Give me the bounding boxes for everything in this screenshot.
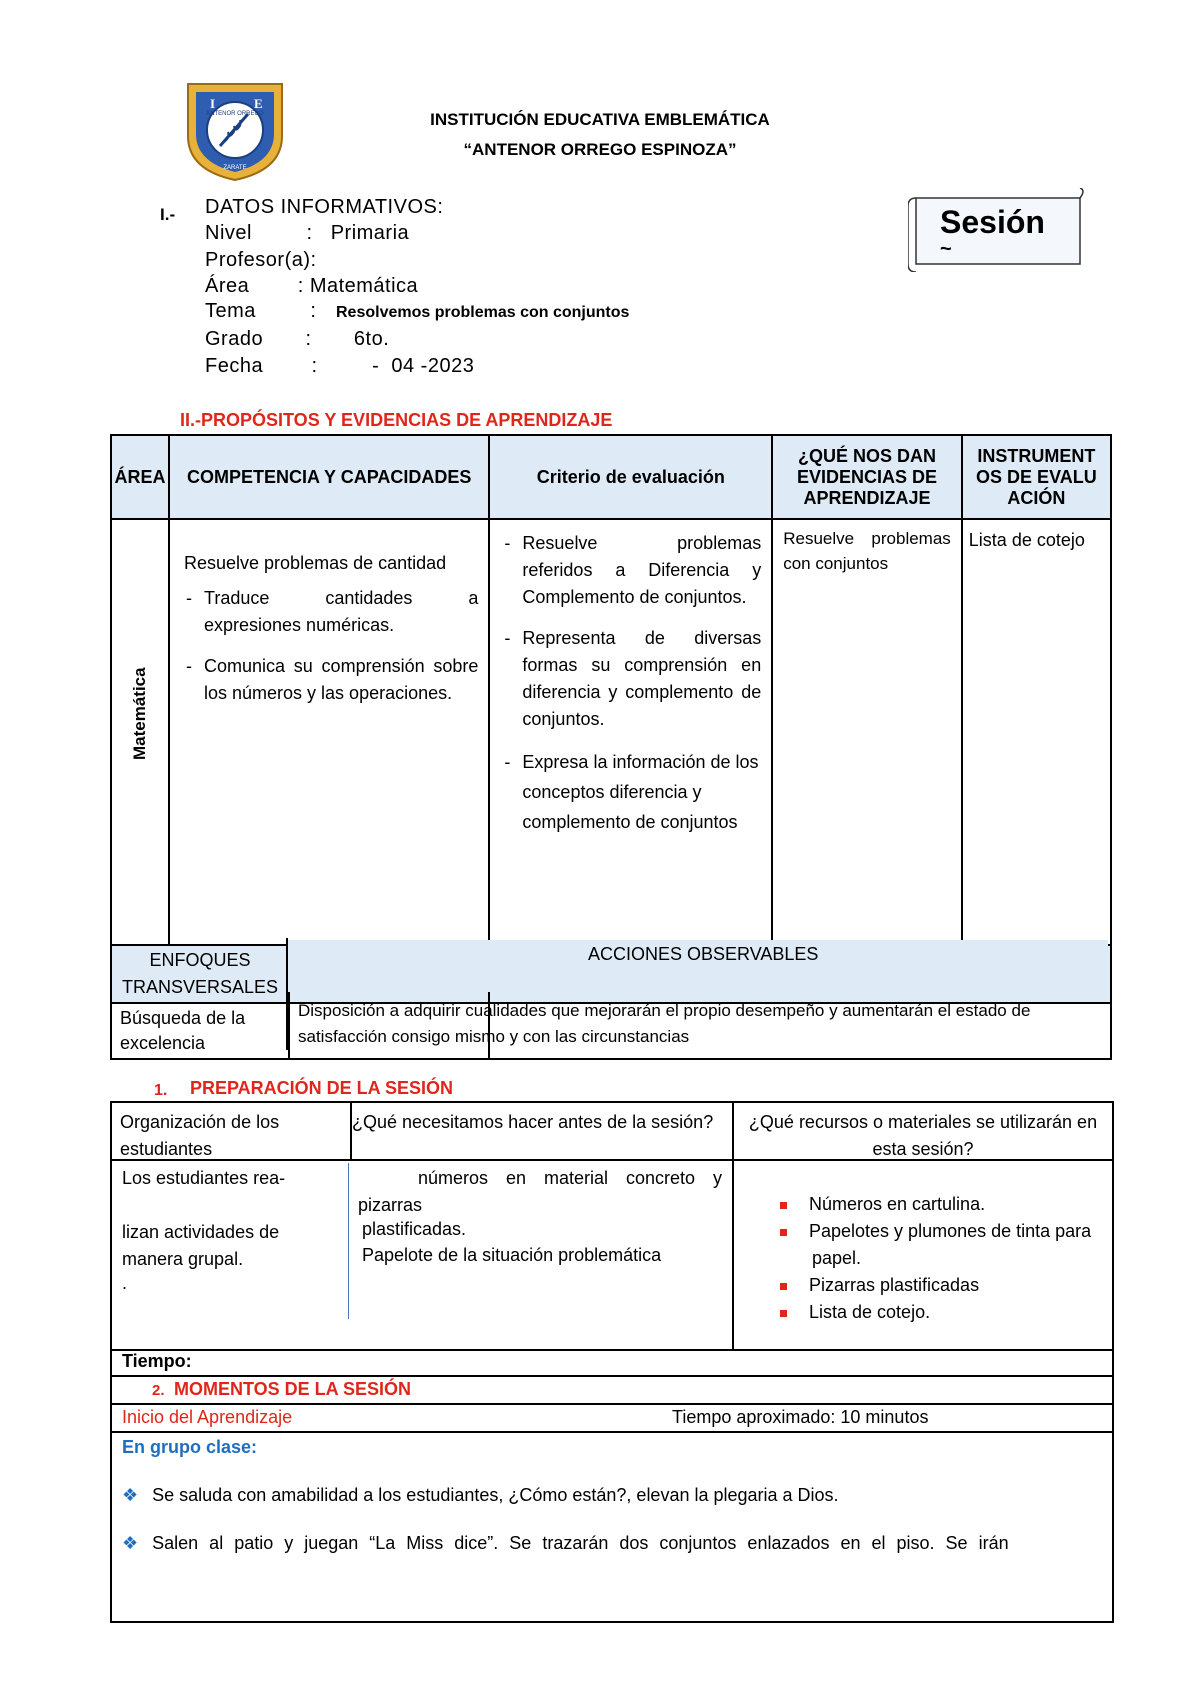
col2-line: Papelote de la situación problemática: [362, 1245, 662, 1265]
col2-line: plastificadas.: [362, 1219, 467, 1239]
col2-line: números en material concreto y pizarras: [358, 1168, 722, 1215]
section-3-title: PREPARACIÓN DE LA SESIÓN: [190, 1078, 454, 1098]
acciones-header-text: ACCIONES OBSERVABLES: [588, 944, 819, 964]
capacidad-item: - Traduce cantidades a expresiones numéricas.: [184, 585, 478, 639]
datos-nivel: Nivel : Primaria: [205, 222, 410, 244]
section-4-title: MOMENTOS DE LA SESIÓN: [174, 1379, 412, 1399]
bullet-icon: [780, 1202, 787, 1209]
area-cell: [111, 519, 169, 945]
recurso-item: Números en cartulina.: [780, 1191, 1100, 1218]
col1-line: Los estudiantes rea-: [122, 1168, 286, 1188]
badge-sub: ~: [940, 238, 952, 260]
recurso-item: Papelotes y plumones de tinta para papel.: [780, 1218, 1100, 1272]
bullet-icon: [780, 1283, 787, 1290]
datos-profesor: Profesor(a):: [205, 249, 317, 271]
inicio-label: Inicio del Aprendizaje: [122, 1407, 293, 1427]
header-instrumento: INSTRUMENTOS DE EVALUACIÓN: [962, 435, 1111, 519]
datos-tema-value: Resolvemos problemas con conjuntos: [336, 304, 630, 321]
svg-text:ZARATE: ZARATE: [223, 165, 247, 171]
section-1-number: I.-: [160, 205, 176, 224]
instrumento-value: Lista de cotejo: [962, 519, 1111, 945]
section-2-title: II.-PROPÓSITOS Y EVIDENCIAS DE APRENDIZAJE: [180, 410, 613, 430]
enfoques-header: ENFOQUES TRANSVERSALES: [112, 946, 290, 1002]
col1-header: Organización de los estudiantes: [120, 1112, 280, 1159]
col3-header: ¿Qué recursos o materiales se utilizarán en esta sesión?: [748, 1112, 1098, 1159]
criterio-item: - Representa de diversas formas su comprensión en diferencia y complemento de conjuntos.: [502, 625, 761, 733]
diamond-bullet-icon: ❖: [122, 1533, 139, 1553]
col1-line: .: [122, 1273, 128, 1293]
recurso-item: Lista de cotejo.: [780, 1299, 1100, 1326]
tiempo-label: Tiempo:: [122, 1351, 192, 1371]
datos-fecha: Fecha : - 04 -2023: [205, 355, 475, 377]
svg-text:I: I: [210, 96, 216, 111]
section-3-number: 1.: [154, 1082, 168, 1099]
capacidad-item: - Comunica su comprensión sobre los números y las operaciones.: [184, 653, 478, 707]
criterio-item: - Resuelve problemas referidos a Diferencia y Complemento de conjuntos.: [502, 530, 761, 611]
institution-name: INSTITUCIÓN EDUCATIVA EMBLEMÁTICA: [430, 110, 770, 129]
session-badge: [908, 188, 1088, 272]
header-criterio: Criterio de evaluación: [489, 435, 772, 519]
col2-header: ¿Qué necesitamos hacer antes de la sesión?: [352, 1112, 714, 1132]
preparation-table: [110, 1101, 1114, 1351]
accion-value: Disposición a adquirir cualidades que mejorarán el propio desempeño y aumentarán el estado de satisfacción consigo mismo y con las circunstancias: [298, 1001, 1031, 1046]
datos-tema-label: Tema :: [205, 300, 317, 322]
evidencia-value: Resuelve problemas con conjuntos: [772, 519, 962, 945]
enfoque-value: Búsqueda de la excelencia: [112, 1004, 290, 1058]
bullet-icon: [780, 1229, 787, 1236]
recurso-item: Pizarras plastificadas: [780, 1272, 1100, 1299]
moment-item: ❖ Se saluda con amabilidad a los estudiantes, ¿Cómo están?, elevan la plegaria a Dios.: [122, 1485, 839, 1505]
svg-text:ANTENOR ORREGO: ANTENOR ORREGO: [206, 111, 264, 117]
badge-label: Sesión: [940, 204, 1045, 240]
datos-area: Área : Matemática: [205, 275, 419, 297]
header-area: ÁREA: [111, 435, 169, 519]
bullet-icon: [780, 1310, 787, 1317]
grupo-label: En grupo clase:: [122, 1437, 258, 1457]
criterio-item: - Expresa la información de los conceptos diferencia y complemento de conjuntos: [502, 747, 761, 837]
moments-table: [110, 1347, 1114, 1623]
competencia-title: Resuelve problemas de cantidad: [184, 553, 447, 573]
competencia-cell: [169, 519, 489, 945]
datos-grado: Grado : 6to.: [205, 328, 390, 350]
svg-text:E: E: [254, 96, 263, 111]
header-competencia: COMPETENCIA Y CAPACIDADES: [169, 435, 489, 519]
section-4-number: 2.: [152, 1382, 165, 1399]
datos-title: DATOS INFORMATIVOS:: [205, 196, 444, 218]
area-value: Matemática: [130, 667, 149, 760]
col1-line: lizan actividades de manera grupal.: [122, 1222, 280, 1269]
diamond-bullet-icon: ❖: [122, 1485, 139, 1505]
moment-item: ❖ Salen al patio y juegan “La Miss dice”. Se trazarán dos conjuntos enlazados en el piso. Se irán: [122, 1533, 1009, 1553]
recursos-list: [780, 1191, 1100, 1326]
tiempo-aprox: Tiempo aproximado: 10 minutos: [672, 1407, 929, 1427]
header-evidencias: ¿QUÉ NOS DAN EVIDENCIAS DE APRENDIZAJE: [772, 435, 962, 519]
institution-subname: “ANTENOR ORREGO ESPINOZA”: [463, 140, 737, 159]
criterio-cell: [489, 519, 772, 945]
